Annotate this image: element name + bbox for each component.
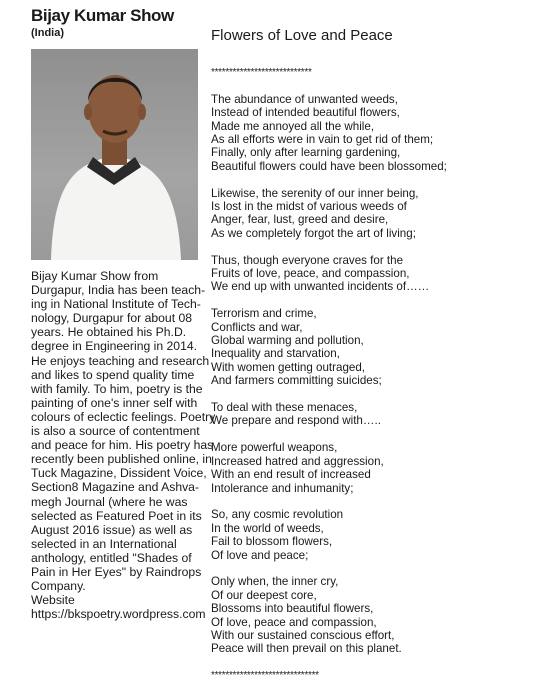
poem-line: And farmers committing suicides; <box>211 374 382 388</box>
bio-line: Company. <box>31 579 86 594</box>
poem-line: Of our deepest core, <box>211 588 317 602</box>
bio-line: He enjoys teaching and research <box>31 353 210 368</box>
poem-line: Finally, only after learning gardening, <box>211 146 401 160</box>
bio-line: nology, Durgapur for about 08 <box>31 311 193 326</box>
bio-line: anthology, entitled "Shades of <box>31 550 192 565</box>
bio-line: Durgapur, India has been teach- <box>31 283 206 298</box>
poem-title: Flowers of Love and Peace <box>211 27 393 44</box>
poem-line: Fruits of love, peace, and compassion, <box>211 267 410 281</box>
poem-line: To deal with these menaces, <box>211 401 358 415</box>
author-name: Bijay Kumar Show <box>31 6 174 25</box>
poem-line: Increased hatred and aggression, <box>211 454 384 468</box>
poem-line: Thus, though everyone craves for the <box>211 253 404 267</box>
poem-line: Anger, fear, lust, greed and desire, <box>211 213 389 227</box>
bio-line: August 2016 issue) as well as <box>31 522 193 537</box>
bio-line: ing in National Institute of Tech- <box>31 297 201 312</box>
poem-line: With our sustained conscious effort, <box>211 628 395 642</box>
poem-top-divider: **************************** <box>211 67 312 78</box>
bio-line: selected as Featured Poet in its <box>31 508 202 523</box>
poem-line: Inequality and starvation, <box>211 347 340 361</box>
poem-line: Likewise, the serenity of our inner being, <box>211 186 419 200</box>
poem-line: Instead of intended beautiful flowers, <box>211 106 400 120</box>
poem-line: We end up with unwanted incidents of…… <box>211 280 430 294</box>
bio-line: Section8 Magazine and Ashva- <box>31 480 200 495</box>
poem-line: Terrorism and crime, <box>211 307 317 321</box>
poem-line: Of love and peace; <box>211 548 309 562</box>
poem-stanza <box>211 187 447 241</box>
poem-stanza <box>211 93 447 173</box>
poem-line: Beautiful flowers could have been blossomed; <box>211 159 447 173</box>
poem-stanza <box>211 575 447 655</box>
poem-line: The abundance of unwanted weeds, <box>211 92 398 106</box>
poem-bottom-divider: ****************************** <box>211 670 319 682</box>
poem-line: Conflicts and war, <box>211 320 303 334</box>
poem-line: We prepare and respond with….. <box>211 414 381 428</box>
bio-line: Website <box>31 593 75 608</box>
poem-body <box>211 66 447 683</box>
bio-line: Tuck Magazine, Dissident Voice, <box>31 466 207 481</box>
author-bio <box>31 269 216 622</box>
poem-stanza <box>211 441 447 495</box>
poem-line: Intolerance and inhumanity; <box>211 481 354 495</box>
bio-line: Bijay Kumar Show from <box>31 269 159 283</box>
poem-stanza <box>211 254 447 294</box>
bio-line: https://bkspoetry.wordpress.com <box>31 607 206 622</box>
poem-line: So, any cosmic revolution <box>211 508 344 522</box>
poem-line: With women getting outraged, <box>211 360 366 374</box>
poem-stanza <box>211 307 447 387</box>
bio-line: with family. To him, poetry is the <box>31 381 203 396</box>
poem-line: More powerful weapons, <box>211 441 338 455</box>
poem-line: Only when, the inner cry, <box>211 575 339 589</box>
bio-line: is also a source of contentment <box>31 424 200 439</box>
bio-line: selected in an International <box>31 536 177 551</box>
poem-line: Of love, peace and compassion, <box>211 615 377 629</box>
poem-line: In the world of weeds, <box>211 521 324 535</box>
bio-line: degree in Engineering in 2014. <box>31 339 198 354</box>
poem-line: With an end result of increased <box>211 468 371 482</box>
author-photo <box>31 49 198 260</box>
bio-line: and peace for him. His poetry has <box>31 438 214 453</box>
poem-line: Is lost in the midst of various weeds of <box>211 200 407 214</box>
poem-stanza <box>211 401 447 428</box>
poem-stanza <box>211 508 447 562</box>
bio-line: years. He obtained his Ph.D. <box>31 325 187 340</box>
poem-line: Blossoms into beautiful flowers, <box>211 602 374 616</box>
bio-line: Pain in Her Eyes" by Raindrops <box>31 564 202 579</box>
bio-line: recently been published online, in <box>31 452 212 467</box>
poem-line: As we completely forgot the art of living; <box>211 226 416 240</box>
bio-line: colours of eclectic feelings. Poetry <box>31 409 216 424</box>
bio-line: painting of one's inner self with <box>31 395 198 410</box>
poem-line: Made me annoyed all the while, <box>211 119 375 133</box>
bio-line: megh Journal (where he was <box>31 494 188 509</box>
poem-line: As all efforts were in vain to get rid of them; <box>211 133 434 147</box>
author-country: (India) <box>31 27 64 39</box>
poem-line: Global warming and pollution, <box>211 334 364 348</box>
poem-line: Fail to blossom flowers, <box>211 535 333 549</box>
bio-line: and likes to spend quality time <box>31 367 195 382</box>
poem-line: Peace will then prevail on this planet. <box>211 642 402 656</box>
